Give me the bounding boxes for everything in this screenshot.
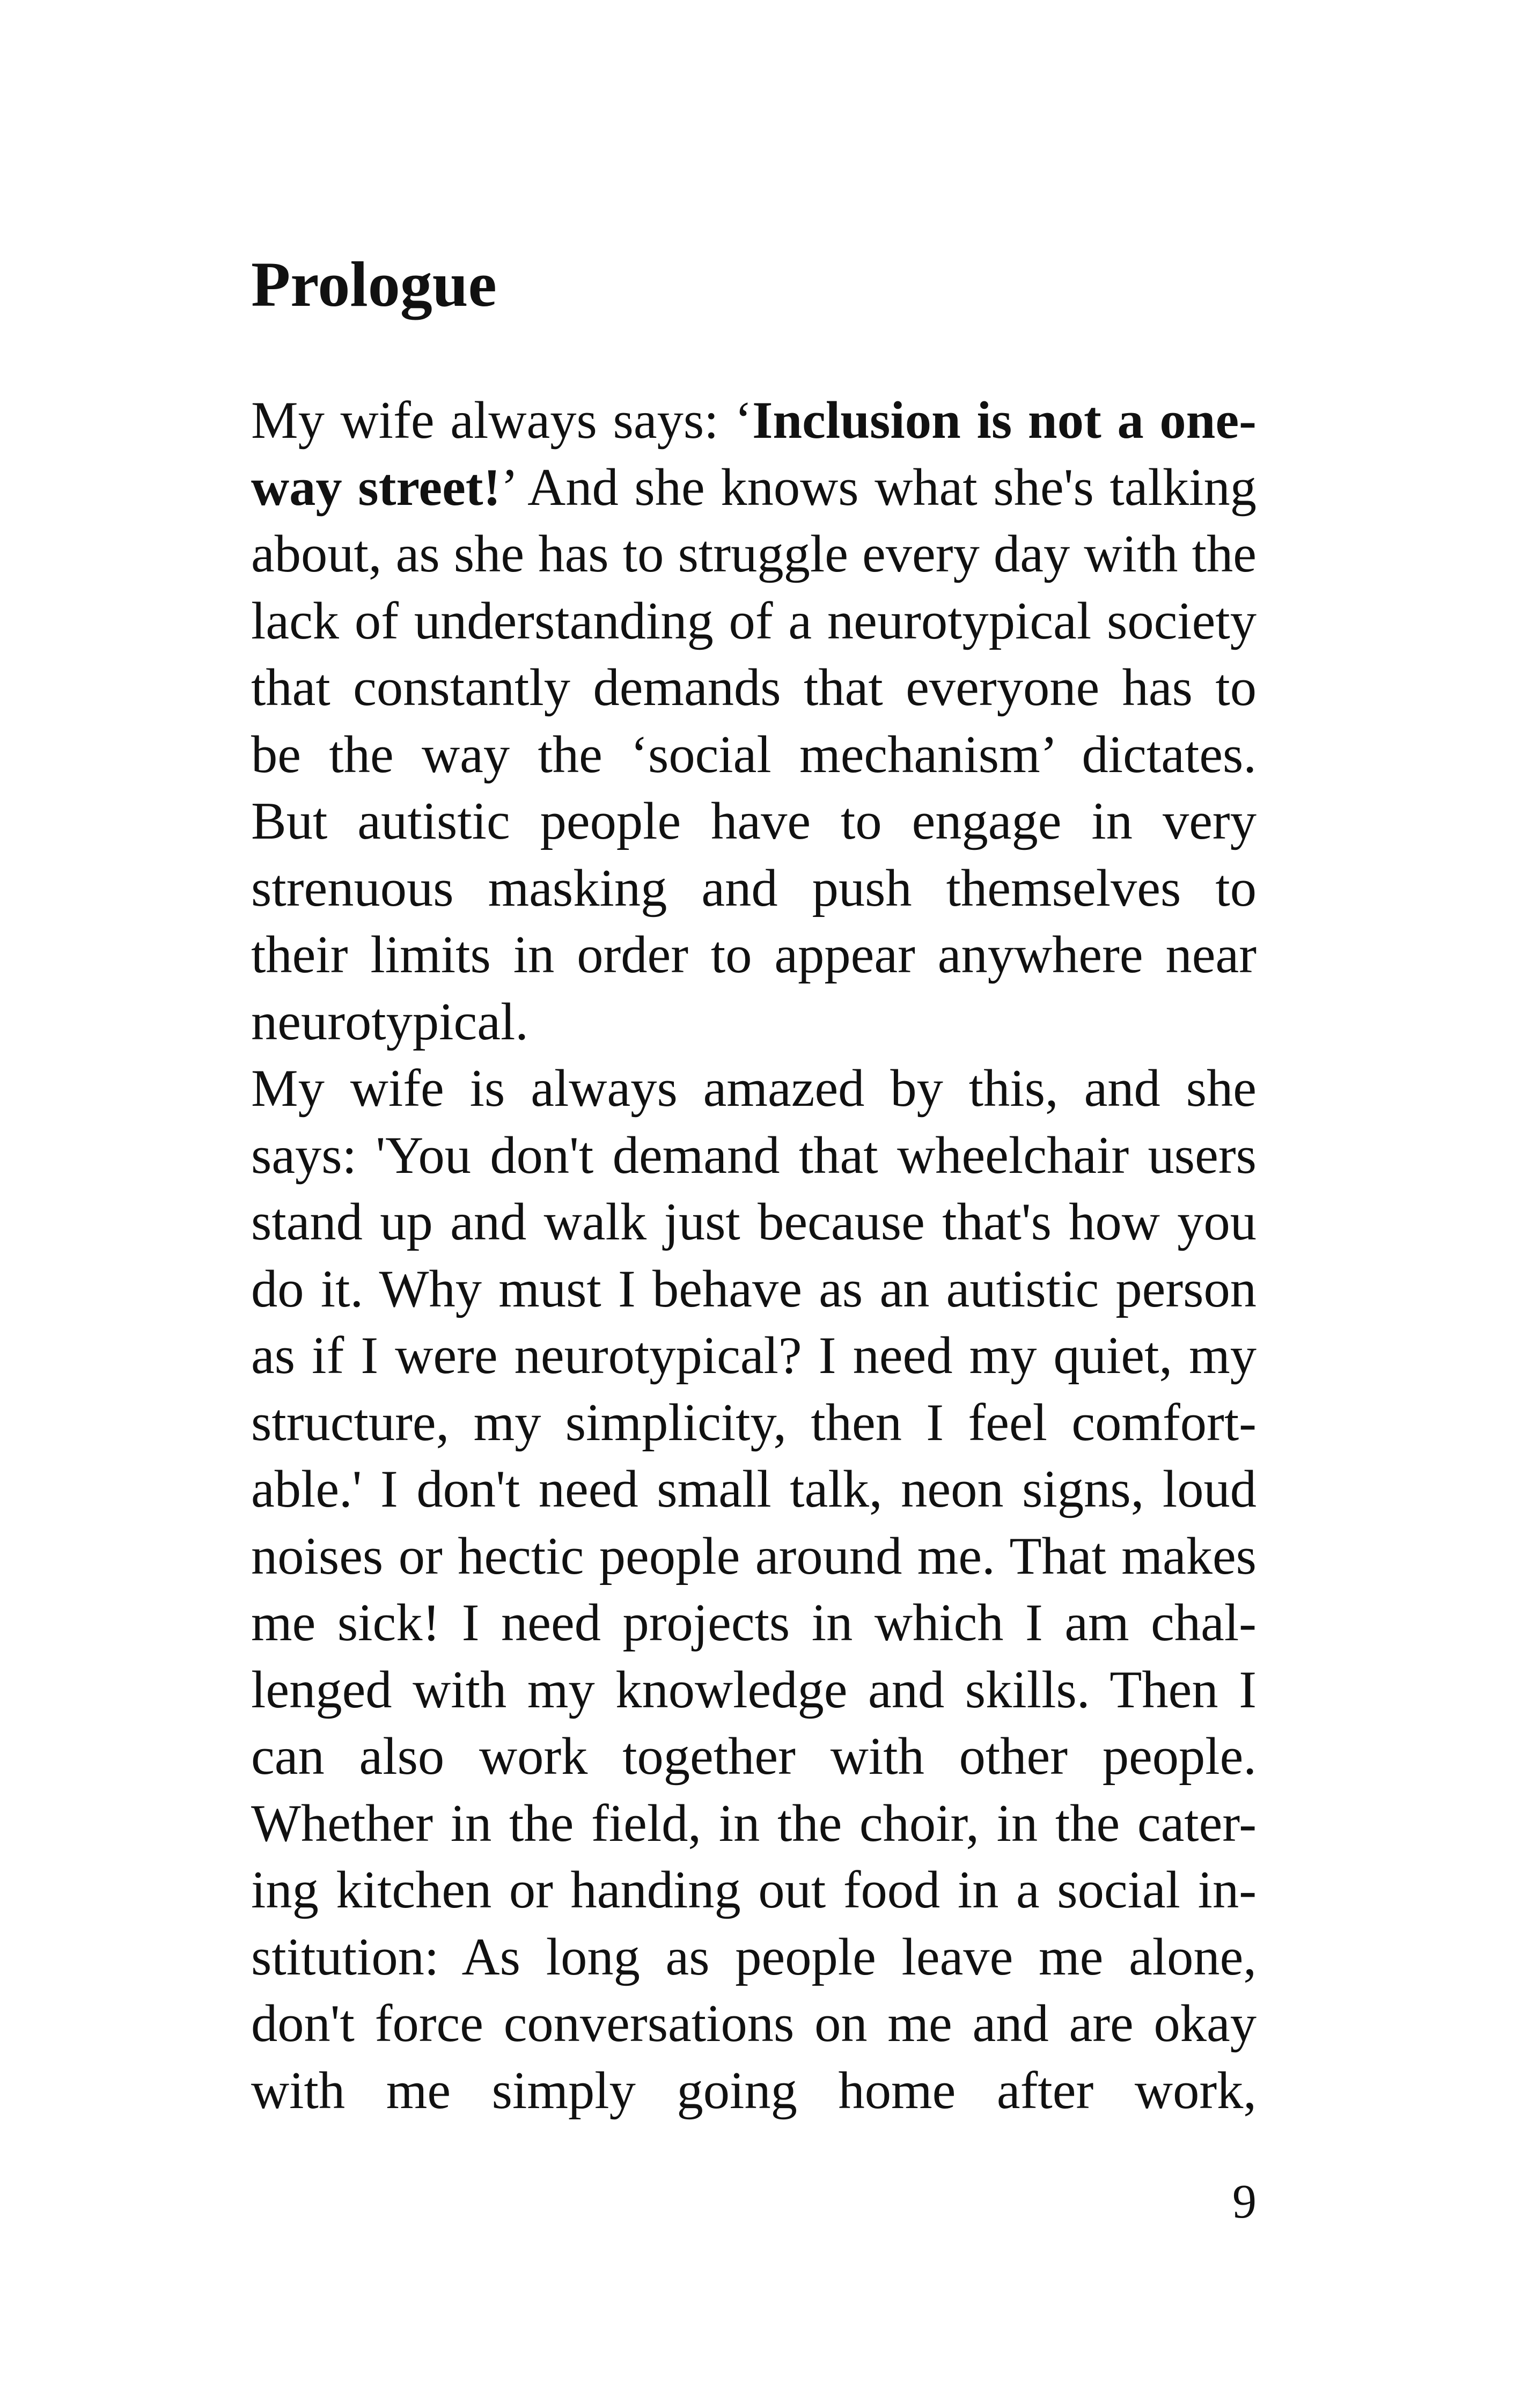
text-line: strenuous masking and push themselves to xyxy=(251,858,1257,917)
text-line: lenged with my knowledge and skills. Then I xyxy=(251,1660,1257,1719)
text-line: noises or hectic people around me. That makes xyxy=(251,1526,1257,1585)
text-line: as if I were neurotypical? I need my quiet, my xyxy=(251,1326,1257,1385)
text-line: structure, my simplicity, then I feel comfort- xyxy=(251,1393,1257,1452)
text-line: Whether in the field, in the choir, in the cater- xyxy=(251,1794,1257,1853)
text-line: lack of understanding of a neurotypical society xyxy=(251,591,1257,650)
body-text xyxy=(251,387,1257,2124)
text-line: able.' I don't need small talk, neon signs, loud xyxy=(251,1460,1257,1518)
text-line: be the way the ‘social mechanism’ dictates. xyxy=(251,725,1257,784)
text-line: stitution: As long as people leave me alone, xyxy=(251,1927,1257,1986)
text-line: about, as she has to struggle every day with the xyxy=(251,525,1257,583)
text-line: with me simply going home after work, xyxy=(251,2061,1257,2120)
text-line: can also work together with other people. xyxy=(251,1727,1257,1786)
text-line: neurotypical. xyxy=(251,992,528,1051)
text-line: way street!’ And she knows what she's talking xyxy=(251,458,1257,517)
page-title: Prologue xyxy=(251,248,497,320)
text-line: don't force conversations on me and are okay xyxy=(251,1994,1257,2053)
text-line: their limits in order to appear anywhere near xyxy=(251,926,1257,984)
text-line: do it. Why must I behave as an autistic person xyxy=(251,1259,1257,1318)
text-line: says: 'You don't demand that wheelchair users xyxy=(251,1126,1257,1185)
text-line: But autistic people have to engage in very xyxy=(251,792,1257,850)
page-number: 9 xyxy=(1232,2175,1257,2228)
text-line: My wife is always amazed by this, and she xyxy=(251,1059,1257,1118)
text-line: stand up and walk just because that's how you xyxy=(251,1193,1257,1251)
text-line: that constantly demands that everyone has to xyxy=(251,658,1257,717)
text-line: My wife always says: ‘Inclusion is not a one- xyxy=(251,391,1257,450)
text-line: ing kitchen or handing out food in a social in- xyxy=(251,1861,1257,1919)
text-line: me sick! I need projects in which I am chal- xyxy=(251,1594,1257,1652)
